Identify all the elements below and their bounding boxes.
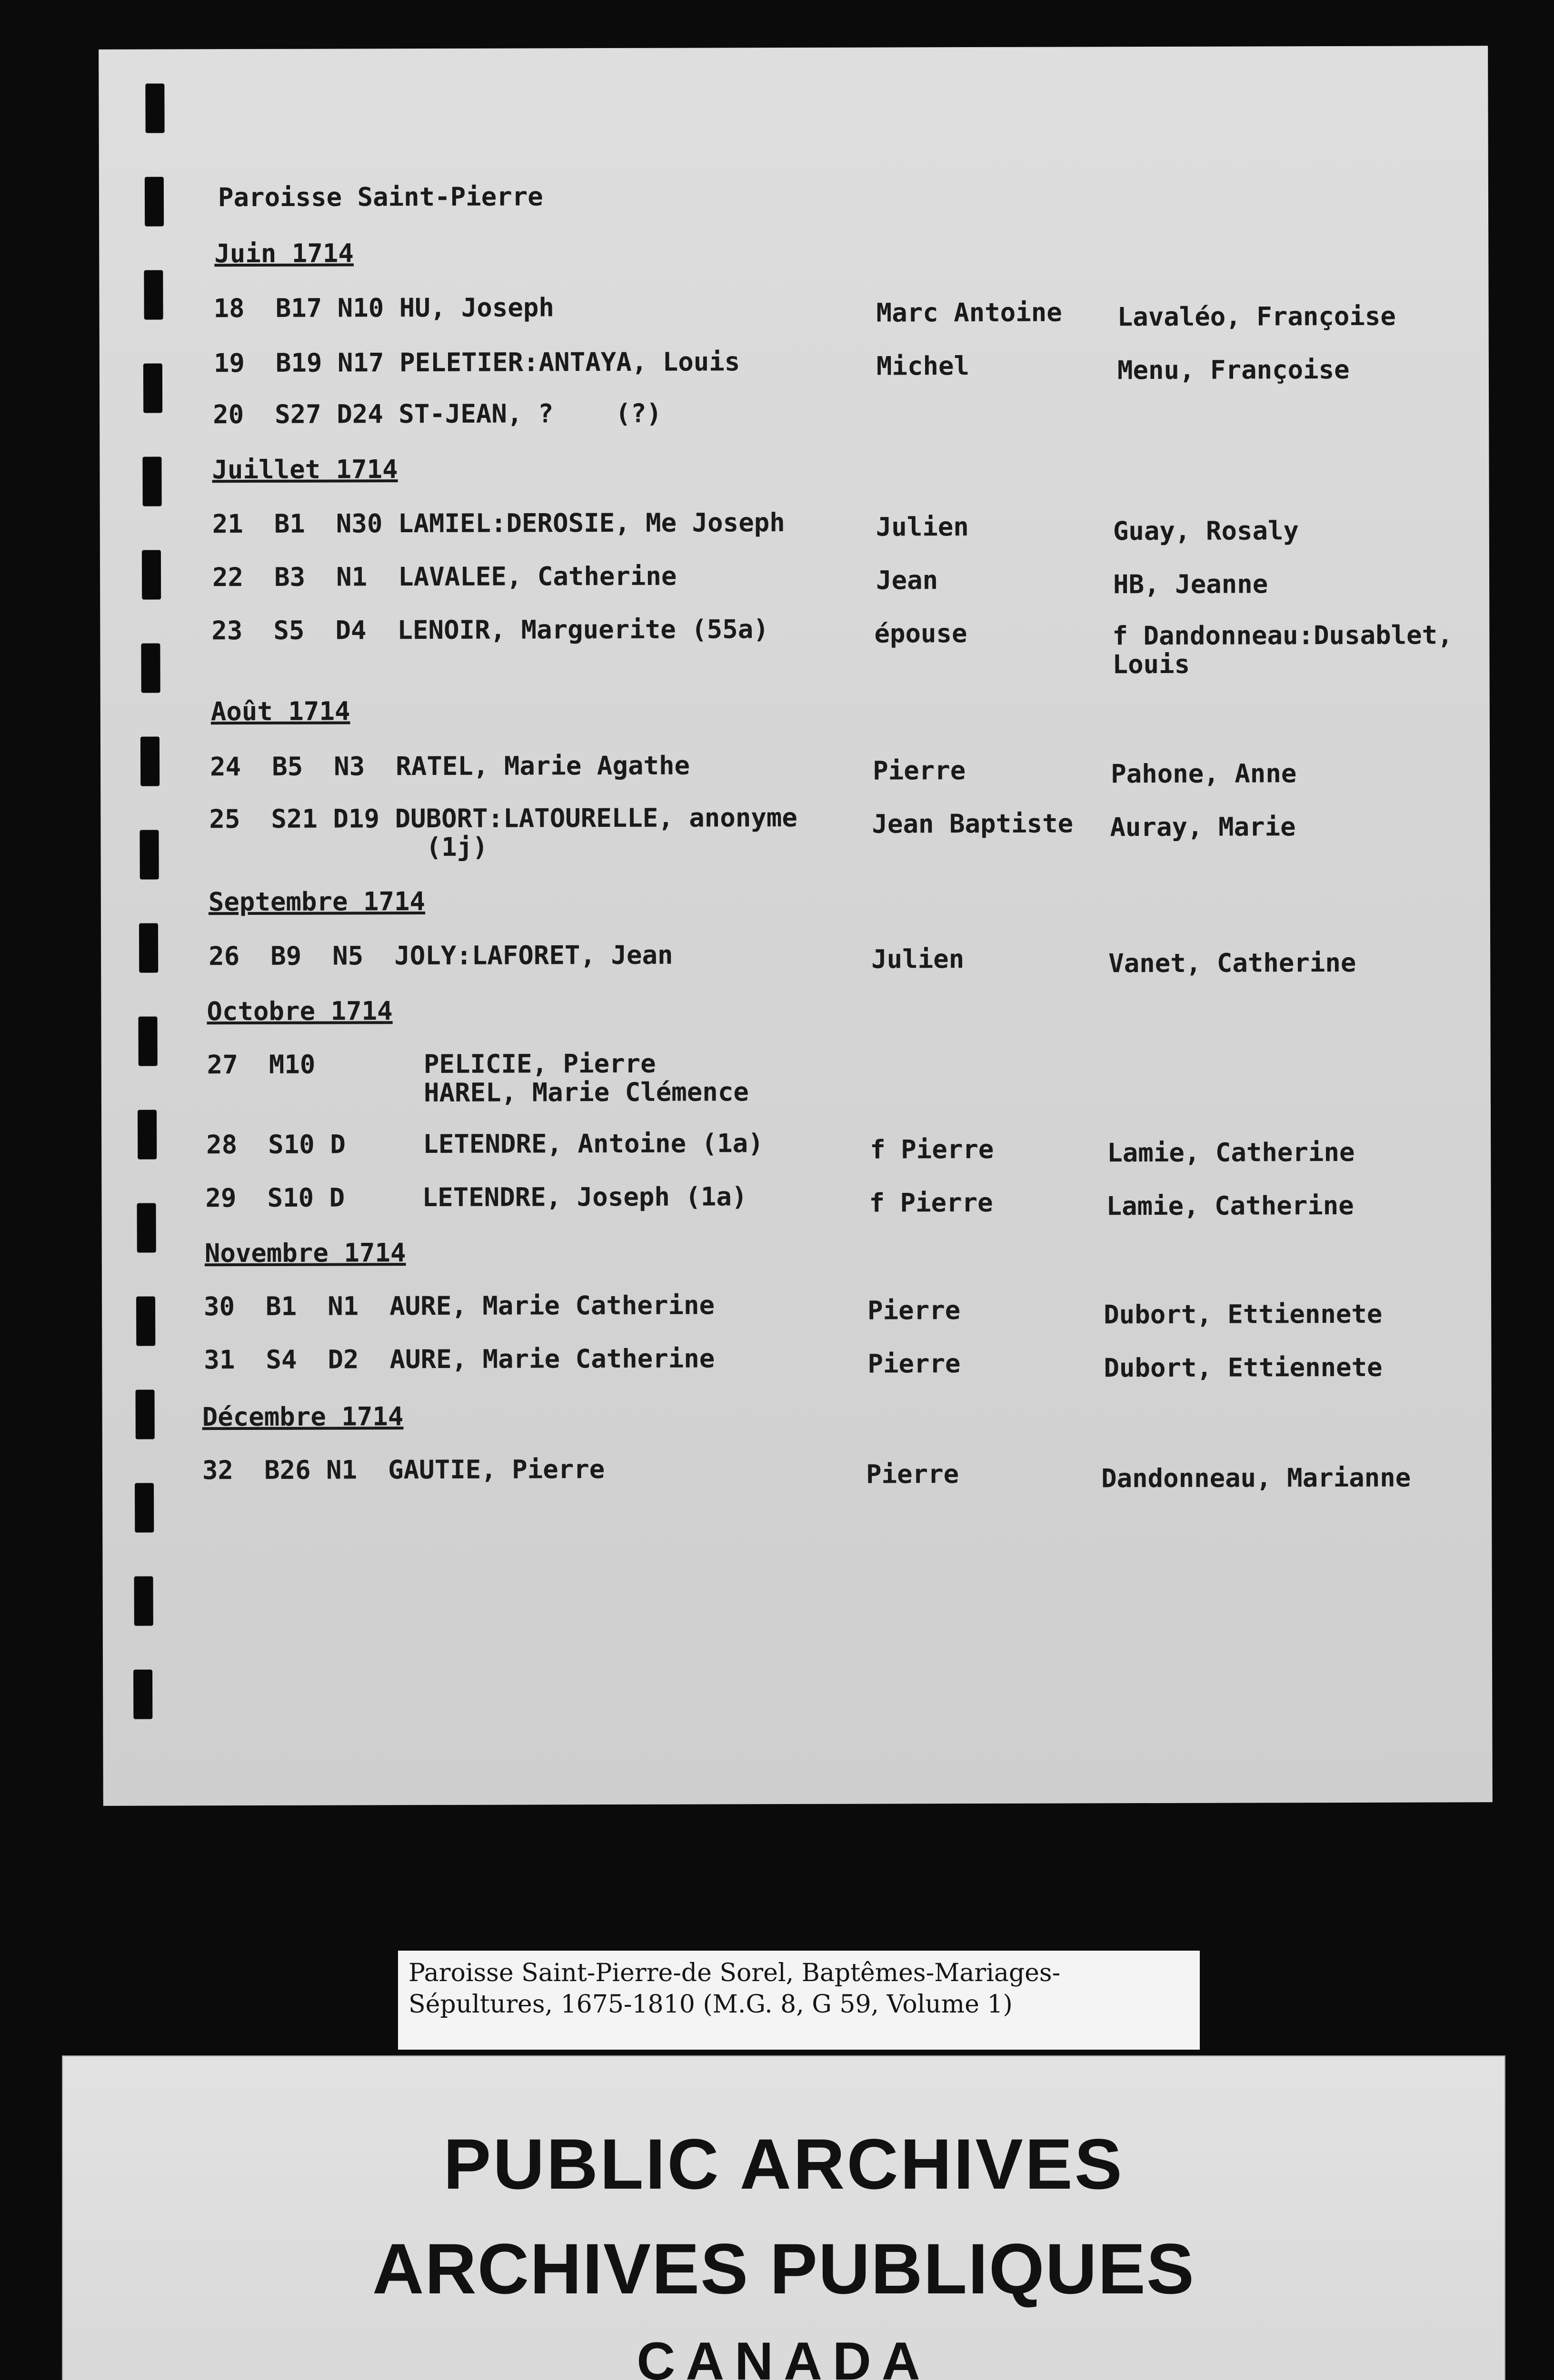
punch-hole <box>133 1670 152 1719</box>
entry-mother: Dubort, Ettiennete <box>1104 1299 1383 1330</box>
entry-mother: Dubort, Ettiennete <box>1104 1352 1383 1383</box>
entry-mother: Lavaléo, Françoise <box>1117 301 1396 332</box>
entry-text: 23 S5 D4 LENOIR, Marguerite (55a) <box>211 614 769 646</box>
section-header: Juin 1714 <box>214 238 354 269</box>
plate-title-fr: ARCHIVES PUBLIQUES <box>372 2229 1195 2309</box>
section-header: Décembre 1714 <box>202 1401 404 1432</box>
entry-text: 25 S21 D19 DUBORT:LATOURELLE, anonyme (1j) <box>209 802 797 863</box>
punch-hole <box>134 1577 153 1626</box>
punch-hole <box>136 1390 155 1439</box>
caption-line: Sépultures, 1675-1810 (M.G. 8, G 59, Volume 1) <box>408 1990 1013 2019</box>
archives-plate <box>62 2055 1505 2380</box>
entry-father: Julien <box>871 944 965 974</box>
plate-title-en: PUBLIC ARCHIVES <box>443 2124 1124 2204</box>
entry-text: 27 M10 PELICIE, Pierre HAREL, Marie Clémence <box>207 1048 749 1109</box>
punch-holes <box>99 46 1488 50</box>
punch-hole <box>137 1203 156 1253</box>
entry-text: 29 S10 D LETENDRE, Joseph (1a) <box>205 1181 747 1213</box>
entry-father: Pierre <box>866 1459 959 1489</box>
register-title: Paroisse Saint-Pierre <box>218 181 543 213</box>
register-sheet <box>99 46 1493 1806</box>
entry-mother: Menu, Françoise <box>1117 354 1350 386</box>
entry-text: 21 B1 N30 LAMIEL:DEROSIE, Me Joseph <box>212 507 785 539</box>
entry-mother: HB, Jeanne <box>1113 569 1268 600</box>
section-header: Août 1714 <box>210 696 350 727</box>
entry-father: Pierre <box>873 755 966 786</box>
entry-text: 24 B5 N3 RATEL, Marie Agathe <box>210 750 690 782</box>
entry-father: épouse <box>874 618 967 649</box>
punch-hole <box>143 363 162 413</box>
entry-father: Marc Antoine <box>876 297 1062 328</box>
punch-hole <box>145 177 164 226</box>
caption-line: Paroisse Saint-Pierre-de Sorel, Baptêmes-Mariages- <box>408 1959 1061 1987</box>
entry-text: 22 B3 N1 LAVALEE, Catherine <box>212 561 677 593</box>
entry-text: 28 S10 D LETENDRE, Antoine (1a) <box>206 1128 764 1160</box>
entry-father: Jean <box>876 565 938 595</box>
entry-mother: Lamie, Catherine <box>1106 1190 1354 1221</box>
punch-hole <box>139 923 158 973</box>
entry-mother: Guay, Rosaly <box>1113 516 1299 546</box>
section-header: Octobre 1714 <box>207 996 393 1027</box>
punch-hole <box>145 83 164 133</box>
entry-mother: Lamie, Catherine <box>1107 1137 1355 1168</box>
section-header: Novembre 1714 <box>204 1238 406 1269</box>
punch-hole <box>138 1017 157 1066</box>
punch-hole <box>135 1483 154 1533</box>
entry-text: 30 B1 N1 AURE, Marie Catherine <box>204 1290 715 1322</box>
entry-text: 20 S27 D24 ST-JEAN, ? (?) <box>213 398 662 430</box>
entry-text: 18 B17 N10 HU, Joseph <box>213 292 554 324</box>
entry-father: f Pierre <box>869 1187 993 1218</box>
entry-father: Pierre <box>867 1349 961 1379</box>
entry-text: 26 B9 N5 JOLY:LAFORET, Jean <box>209 940 673 972</box>
punch-hole <box>142 456 161 506</box>
entry-father: Michel <box>876 351 970 381</box>
punch-hole <box>144 270 163 319</box>
punch-hole <box>136 1297 155 1346</box>
entry-father: Pierre <box>867 1295 961 1326</box>
entry-mother: Auray, Marie <box>1110 812 1296 843</box>
entry-text: 32 B26 N1 GAUTIE, Pierre <box>202 1454 605 1486</box>
entry-text: 19 B19 N17 PELETIER:ANTAYA, Louis <box>213 347 740 378</box>
entry-father: f Pierre <box>870 1134 994 1165</box>
archive-caption <box>398 1951 1200 2050</box>
entry-mother: Vanet, Catherine <box>1108 947 1356 979</box>
entry-text: 31 S4 D2 AURE, Marie Catherine <box>204 1343 715 1375</box>
section-header: Juillet 1714 <box>212 454 398 485</box>
punch-hole <box>139 830 159 880</box>
punch-hole <box>141 643 160 693</box>
plate-country: CANADA <box>637 2331 931 2380</box>
punch-hole <box>142 550 161 599</box>
punch-hole <box>138 1110 157 1160</box>
entry-mother: Dandonneau, Marianne <box>1101 1462 1411 1494</box>
section-header: Septembre 1714 <box>208 886 426 917</box>
entry-father: Jean Baptiste <box>872 808 1074 839</box>
entry-mother: Pahone, Anne <box>1111 758 1297 789</box>
punch-hole <box>140 736 159 786</box>
entry-father: Julien <box>876 512 969 542</box>
entry-mother: f Dandonneau:Dusablet, Louis <box>1112 620 1453 680</box>
